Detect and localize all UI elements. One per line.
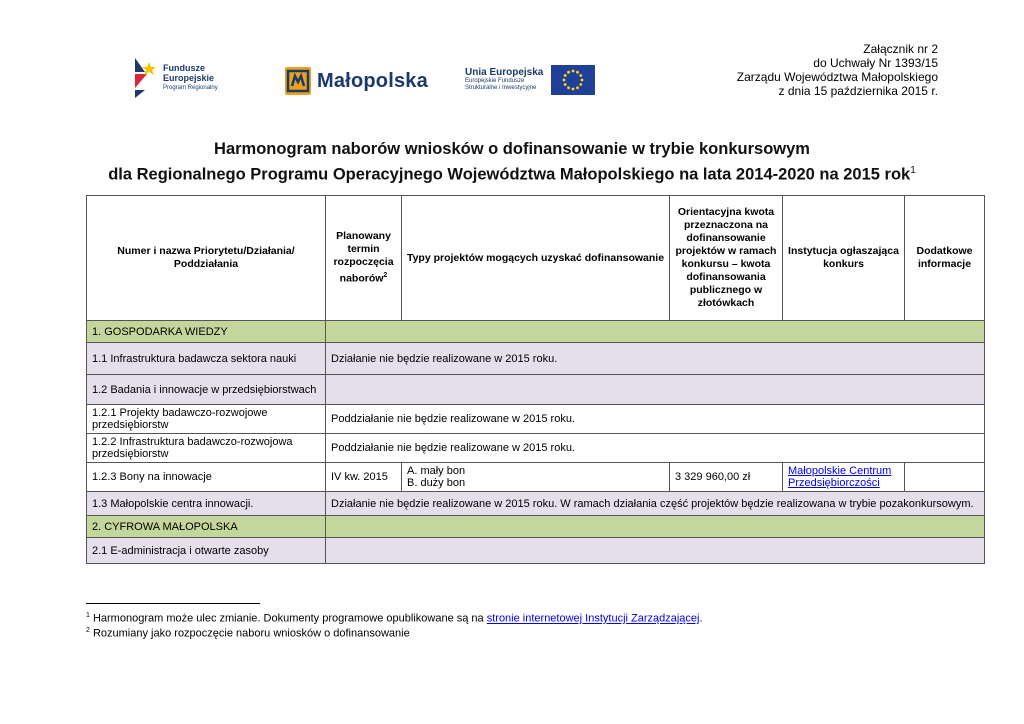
title-footnote-ref: 1 xyxy=(910,165,916,176)
row-term: IV kw. 2015 xyxy=(326,463,402,492)
row-note: Działanie nie będzie realizowane w 2015 roku. W ramach działania część projektów będzie realizowana w trybie pozakonkursowym. xyxy=(326,492,985,516)
footnote-1-number: 1 xyxy=(86,612,90,619)
header-extra-info: Dodatkowe informacje xyxy=(905,196,985,321)
row-note: Poddziałanie nie będzie realizowane w 2015 roku. xyxy=(326,434,985,463)
row-action-name: 1.1 Infrastruktura badawcza sektora nauki xyxy=(87,343,326,375)
row-subaction-name: 1.2.3 Bony na innowacje xyxy=(87,463,326,492)
title-line-2-wrap xyxy=(0,160,1024,186)
table-row xyxy=(87,538,985,564)
row-priority-name: 1. GOSPODARKA WIEDZY xyxy=(87,321,326,343)
header-term-ref: 2 xyxy=(383,272,388,280)
row-empty-cell xyxy=(326,375,985,405)
footnote-separator xyxy=(86,603,260,604)
annex-line-2: do Uchwały Nr 1393/15 xyxy=(813,56,938,70)
malopolska-name: Małopolska xyxy=(317,69,428,92)
row-action-name: 1.3 Małopolskie centra innowacji. xyxy=(87,492,326,516)
header-term xyxy=(326,196,402,321)
ue-subtitle-2: Strukturalne i Inwestycyjne xyxy=(465,85,537,91)
row-extra-info xyxy=(905,463,985,492)
row-institution xyxy=(783,463,905,492)
footnote-1-text: Harmonogram może ulec zmianie. Dokumenty programowe opublikowane są na xyxy=(89,612,487,625)
row-priority-name: 2. CYFROWA MAŁOPOLSKA xyxy=(87,516,326,538)
header-institution: Instytucja ogłaszająca konkurs xyxy=(783,196,905,321)
annex-header xyxy=(737,42,938,98)
row-empty-cell xyxy=(326,516,985,538)
footnote-1-end: . xyxy=(699,612,703,625)
header-project-types: Typy projektów mogących uzyskać dofinansowanie xyxy=(402,196,670,321)
table-header-row xyxy=(87,196,985,321)
fe-line-1: Fundusze xyxy=(163,63,205,73)
header-term-label: Planowany termin rozpoczęcia naborów xyxy=(333,230,394,285)
footnote-2 xyxy=(86,624,410,641)
row-amount: 3 329 960,00 zł xyxy=(670,463,783,492)
fundusze-europejskie-logo xyxy=(135,58,218,98)
row-subaction-name: 1.2.1 Projekty badawczo-rozwojowe przedsiębiorstw xyxy=(87,405,326,434)
unia-europejska-logo xyxy=(465,65,595,95)
table-row xyxy=(87,492,985,516)
row-action-name: 1.2 Badania i innowacje w przedsiębiorstwach xyxy=(87,375,326,405)
table-row xyxy=(87,343,985,375)
table-row xyxy=(87,516,985,538)
row-action-name: 2.1 E-administracja i otwarte zasoby xyxy=(87,538,326,564)
title-line-1: Harmonogram naborów wniosków o dofinansowanie w trybie konkursowym xyxy=(214,140,810,158)
table-row xyxy=(87,405,985,434)
institution-link-line-1[interactable]: Małopolskie Centrum xyxy=(788,465,892,477)
table-row xyxy=(87,321,985,343)
institution-link-line-2[interactable]: Przedsiębiorczości xyxy=(788,477,880,489)
table-row xyxy=(87,434,985,463)
annex-line-3: Zarządu Województwa Małopolskiego xyxy=(736,70,938,84)
row-empty-cell xyxy=(326,538,985,564)
fe-subtitle: Program Regionalny xyxy=(163,85,218,91)
fe-star-icon xyxy=(135,58,159,98)
row-empty-cell xyxy=(326,321,985,343)
fe-line-2: Europejskie xyxy=(163,73,215,83)
ue-subtitle-1: Europejskie Fundusze xyxy=(465,78,525,84)
managing-authority-link[interactable]: stronie internetowej Instytucji Zarządzającej xyxy=(486,612,700,625)
header-priority: Numer i nazwa Priorytetu/Działania/ Poddziałania xyxy=(87,196,326,321)
malopolska-logo xyxy=(285,67,428,95)
title-line-2: dla Regionalnego Programu Operacyjnego Województwa Małopolskiego na lata 2014-2020 na 2015 rok xyxy=(108,165,911,184)
document-title xyxy=(0,139,1024,186)
annex-line-4: z dnia 15 października 2015 r. xyxy=(778,84,938,98)
footnote-2-number: 2 xyxy=(86,627,90,634)
schedule-table xyxy=(86,195,985,564)
ue-name: Unia Europejska xyxy=(465,67,544,78)
annex-line-1: Załącznik nr 2 xyxy=(863,42,938,56)
footnote-2-text: Rozumiany jako rozpoczęcie naboru wniosków o dofinansowanie xyxy=(89,627,410,640)
header-amount: Orientacyjna kwota przeznaczona na dofinansowanie projektów w ramach konkursu – kwota dofinansowania publicznego w złotówkach xyxy=(670,196,783,321)
row-project-types xyxy=(402,463,670,492)
table-row xyxy=(87,375,985,405)
row-note: Poddziałanie nie będzie realizowane w 2015 roku. xyxy=(326,405,985,434)
row-note: Działanie nie będzie realizowane w 2015 roku. xyxy=(326,343,985,375)
table-row xyxy=(87,463,985,492)
eu-flag-icon xyxy=(551,65,595,95)
malopolska-emblem-icon xyxy=(285,67,311,95)
row-subaction-name: 1.2.2 Infrastruktura badawczo-rozwojowa przedsiębiorstw xyxy=(87,434,326,463)
project-type-b: B. duży bon xyxy=(407,477,466,489)
project-type-a: A. mały bon xyxy=(407,465,466,477)
